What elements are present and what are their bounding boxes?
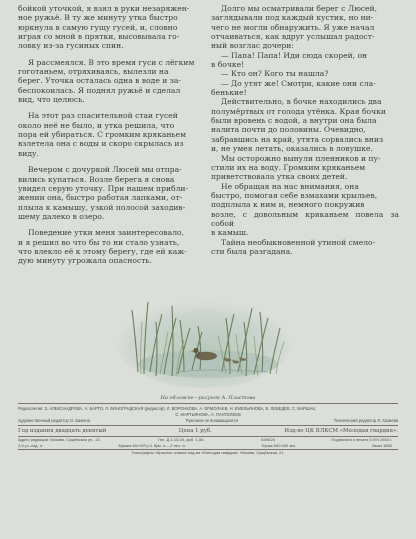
paragraph: Я рассмеялся. В это время гуси с лёгким гоготаньем, отряхиваясь, вылезли на берег. Уточка осталась одна в воде и за- беспокоилась. Я поднял ружьё и сделал вид, что целюсь.	[18, 57, 195, 105]
printing-house: Типография «Красное знамя» изд-ва «Молодая гвардия». Москва, Сущёвская, 21.	[18, 449, 398, 456]
paragraph: Действительно, в бочке находились два полумёртвых от голода утёнка. Края бочки были вровень с водой, а внутри она была налита почти до половины. Очевидно, забравшись на край, утята сорвались вниз и, не умея летать, оказались в ловушке.	[211, 97, 386, 154]
manuscripts-note: Рукописи не возвращаются	[185, 417, 238, 423]
imprint-footer	[18, 395, 398, 456]
print-run: Тираж 650 000 экз.	[261, 442, 297, 448]
paragraph: Тайна необыкновенной утиной смело- сти была разгадана.	[211, 237, 376, 256]
publication-year: Год издания двадцать девятый	[18, 428, 107, 435]
paragraph: Поведение утки меня заинтересовало, и я решил во что бы то ни стало узнать, что влекло её к этому берегу, где ей каж- дую минуту угрожала опасность.	[18, 228, 187, 266]
publisher: Изд-во ЦК ВЛКСМ «Молодая гвардия».	[284, 428, 398, 435]
signed-to-print: Подписано к печати 3.VIII 1953 г.	[331, 437, 392, 443]
tech-editor: Технический редактор Л. Хазиева	[333, 417, 398, 423]
paragraph: Не обращая на нас внимания, она быстро, помогая себе взмахами крыльев, подплыла к ним и, немного покружив возле, с довольным кряканьем повела за собой в камыш.	[211, 181, 399, 238]
cover-caption: На обложке—рисунок А. Пластова	[160, 395, 256, 401]
price: Цена 1 руб.	[178, 428, 212, 435]
editorial-address: Адрес редакции: Москва, Сущёвская ул., 21.	[18, 437, 102, 443]
paragraph: На этот раз спасительной стаи гусей около неё не было, и утка решила, что пора ей убираться. С громким кряканьем взлетела она с воды и скоро скрылась из виду.	[18, 111, 187, 158]
editorial-board	[18, 403, 398, 426]
order-number: Заказ 1850	[371, 442, 392, 448]
paragraph: бойкой уточкой, я взял в руки незаряжен- ное ружьё. В ту же минуту утка быстро юркнула в самую гущу гусей, и, словно играя со мной в прятки, высовывала го- ловку из-за гусиных спин.	[18, 4, 190, 51]
editorial-board-line: С. МАРТЬЯНОВА, А. ПАНТЕЛЕЕВ	[175, 411, 241, 417]
publication-row	[18, 426, 398, 437]
dialogue-line: — Папа! Папа! Иди сюда скорей, он в бочке!	[211, 50, 368, 70]
paragraph: Долго мы осматривали берег с Люсей, заглядывали под каждый кустик, но ни- чего не могли обнаружить. Я уже начал отчаиваться, как вдруг услышал радост- ный возглас дочери:	[211, 4, 378, 51]
editors-row	[18, 418, 398, 424]
left-text-column	[18, 4, 206, 266]
paper-format: Бумага 60×92¹/₈=1 бум. л.—2 печ. л.	[118, 442, 186, 448]
art-editor: Художественный редактор О. Бажена	[18, 417, 90, 423]
phone: Тел. Д 1-15-00, доб. 1-56.	[157, 437, 205, 443]
publishing-sheets: 2,8 уч.-изд. л.	[18, 442, 44, 448]
editorial-board-line: Редколлегия: З. АЛЕКСАНДРОВА, А. БАРТО, Л. ВИНОГРАДСКАЯ (редактор), Л. ВОРОНКОВА, А. ЕРМОЛАЕВ, Н. ЕМЕЛЬЯНОВА, В. ЛЕБЕДЕВ, С. МАРШАК,	[18, 406, 317, 411]
paragraph: Вечером с дочуркой Люсей мы отпра- вились купаться. Возле берега я снова увидел серую уточку. При нашем прибли- жении она, быстро работая лапками, от- плыла к камышу, узкой полосой заходив- шему далеко в озеро.	[18, 165, 189, 221]
right-text-column	[211, 4, 399, 256]
paragraph: Мы осторожно вынули пленников и пу- стили их на воду. Громким кряканьем приветствовала утка своих детей.	[211, 153, 381, 182]
technical-details	[18, 437, 398, 448]
duck-reeds-illustration	[118, 292, 290, 388]
dialogue-line: — Кто он? Кого ты нашла?	[221, 69, 329, 79]
permit-number: А09026	[261, 437, 275, 443]
dialogue-line: — До утят же! Смотри, какие они сла- бенькие!	[211, 78, 376, 98]
technical-line	[18, 443, 398, 448]
